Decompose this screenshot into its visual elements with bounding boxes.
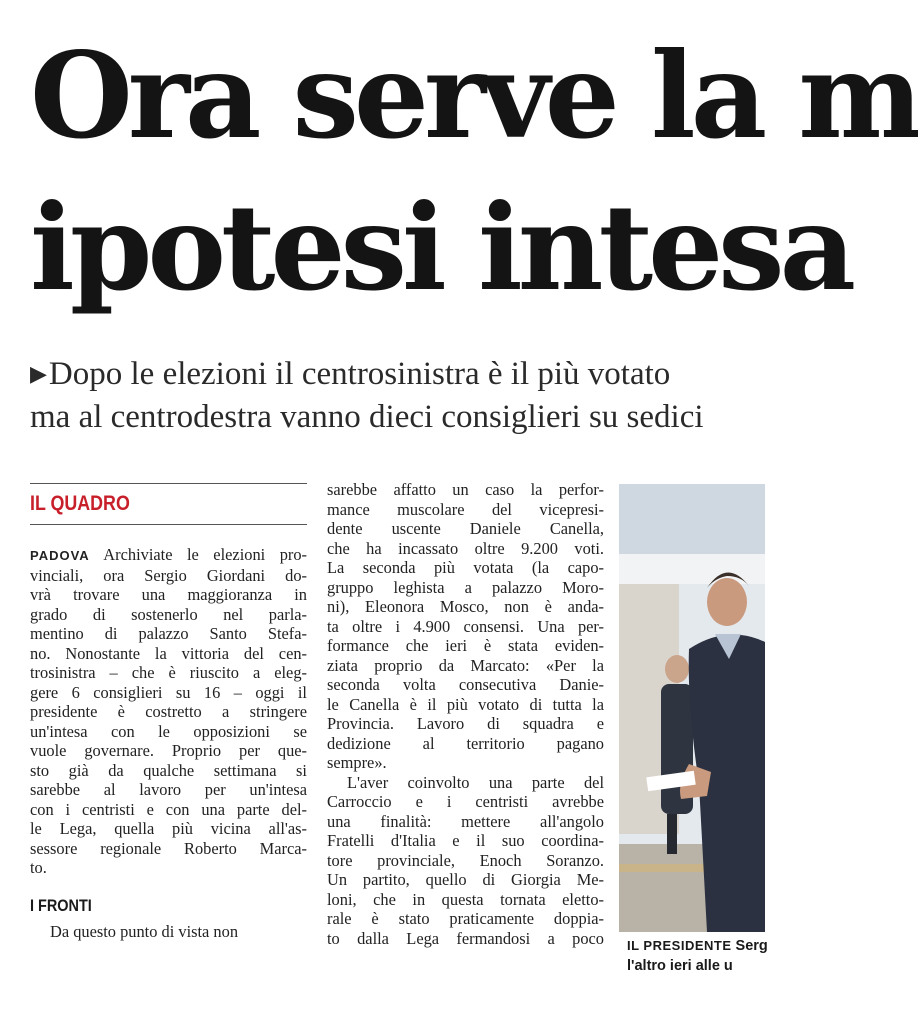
headline-line-1: Ora serve la m xyxy=(30,26,918,165)
triangle-arrow-icon: ▶ xyxy=(30,361,47,386)
body-line: ni), Eleonora Mosco, non è anda- xyxy=(327,597,604,616)
body-line: ta oltre i 4.900 consensi. Una per- xyxy=(327,616,604,636)
subsection-label: I FRONTI xyxy=(30,895,92,915)
body-line: Fratelli d'Italia e il suo coordina- xyxy=(327,831,604,850)
body-line: una finalità: mettere all'angolo xyxy=(327,811,604,831)
section-label: IL QUADRO xyxy=(30,492,130,515)
photo-illustration xyxy=(619,484,765,932)
body-line: formance che ieri è stata eviden- xyxy=(327,636,604,655)
body-line: vinciali, ora Sergio Giordani do- xyxy=(30,565,307,585)
body-line: che ha incassato oltre 9.200 voti. xyxy=(327,538,604,558)
body-line: to. xyxy=(30,858,47,877)
body-line: presidente è costretto a stringere xyxy=(30,702,307,721)
body-line: mance muscolare del vicepresi- xyxy=(327,499,604,519)
body-line: dente uscente Daniele Canella, xyxy=(327,519,604,538)
body-line: gere 6 consiglieri su 16 – oggi il xyxy=(30,682,307,702)
body-line: ziata proprio da Marcato: «Per la xyxy=(327,655,604,675)
body-line: sto già da qualche settimana si xyxy=(30,760,307,780)
body-line: La seconda più votata (la capo- xyxy=(327,558,604,577)
body-line: mentino di palazzo Santo Stefa- xyxy=(30,624,307,643)
subhead-line-2: ma al centrodestra vanno dieci consiglieri su sedici xyxy=(30,399,704,435)
body-line: sarebbe al lavoro per un'intesa xyxy=(30,780,307,799)
body-line: trosinistra – che è riuscito a eleg- xyxy=(30,663,307,682)
article-column-2 xyxy=(327,480,604,948)
subhead-line-1-text: Dopo le elezioni il centrosinistra è il più votato xyxy=(48,356,671,392)
body-line: to dalla Lega fermandosi a poco xyxy=(327,928,604,948)
dateline: PADOVA xyxy=(30,548,90,563)
body-line: seconda volta consecutiva Danie- xyxy=(327,675,604,694)
body-line: sempre». xyxy=(327,753,387,772)
caption-line-1-text: Serg xyxy=(731,938,768,954)
caption-line-1 xyxy=(627,936,768,956)
photo-caption xyxy=(627,936,768,976)
body-line: grado di sostenerlo nel parla- xyxy=(30,604,307,624)
section-rule-bottom xyxy=(30,524,307,525)
body-line: tore provinciale, Enoch Soranzo. xyxy=(327,850,604,870)
headline xyxy=(30,20,918,324)
body-line: con i centristi e con una parte del- xyxy=(30,799,307,819)
body-line: Da questo punto di vista non xyxy=(50,921,239,941)
article-column-1 xyxy=(30,483,307,941)
body-line: Un partito, quello di Giorgia Me- xyxy=(327,870,604,889)
body-line: Provincia. Lavoro di squadra e xyxy=(327,714,604,733)
body-line: rale è stato praticamente doppia- xyxy=(327,909,604,928)
article-body-col1 xyxy=(30,545,307,878)
body-line: le Canella è il più votato di tutta la xyxy=(327,694,604,714)
subheadline xyxy=(30,352,760,439)
body-line: le Lega, quella più vicina all'as- xyxy=(30,819,307,838)
caption-label: IL PRESIDENTE xyxy=(627,938,732,953)
body-line: Carroccio e i centristi avrebbe xyxy=(327,792,604,811)
headline-line-2: ipotesi intesa xyxy=(30,178,852,317)
subhead-line-1 xyxy=(30,352,760,396)
article-body-col2 xyxy=(327,480,604,948)
body-line: sessore regionale Roberto Marca- xyxy=(30,838,307,858)
body-line: loni, che in questa tornata eletto- xyxy=(327,889,604,909)
caption-line-2: l'altro ieri alle u xyxy=(627,958,733,974)
body-line: L'aver coinvolto una parte del xyxy=(347,772,604,792)
body-line xyxy=(30,545,307,566)
body-line-text: Archiviate le elezioni pro- xyxy=(89,545,307,564)
body-line: gruppo leghista a palazzo Moro- xyxy=(327,577,604,597)
body-line: un'intesa con le opposizioni se xyxy=(30,721,307,741)
body-line: no. Nonostante la vittoria del cen- xyxy=(30,643,307,663)
body-line: sarebbe affatto un caso la perfor- xyxy=(327,480,604,499)
news-photo xyxy=(619,484,765,932)
article-body-col1-continued xyxy=(30,922,307,942)
body-line: dedizione al territorio pagano xyxy=(327,733,604,753)
body-line: vuole governare. Proprio per que- xyxy=(30,741,307,760)
body-line: vrà trovare una maggioranza in xyxy=(30,585,307,604)
